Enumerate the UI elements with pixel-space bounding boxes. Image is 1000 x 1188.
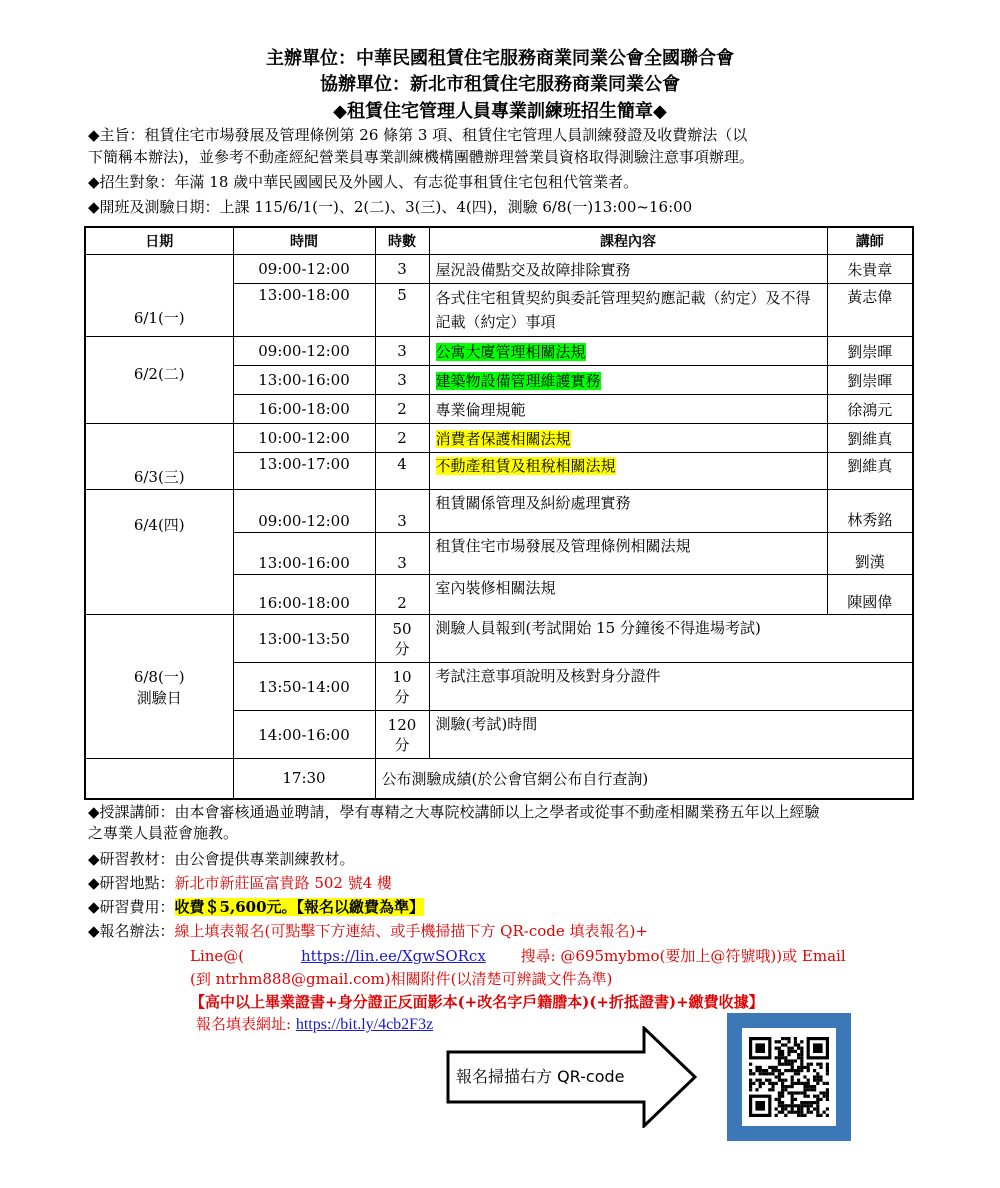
hours-cell: 2 [375, 395, 429, 424]
arrow-graphic [446, 1026, 698, 1132]
table-row [85, 255, 913, 284]
hours-cell: 2 [375, 575, 429, 615]
teacher-cell: 林秀銘 [827, 490, 913, 533]
course-cell [429, 337, 827, 366]
time-cell: 13:50-14:00 [233, 663, 375, 711]
teacher-cell: 黃志偉 [827, 284, 913, 337]
header-course: 課程內容 [429, 227, 827, 255]
purpose-line-2: 下簡稱本辦法)，並參考不動產經紀營業員專業訓練機構團體辦理營業員資格取得測驗注意事項辦理。 [88, 148, 754, 166]
hours-cell: 3 [375, 255, 429, 284]
teacher-cell: 劉崇暉 [827, 366, 913, 395]
header-hours: 時數 [375, 227, 429, 255]
time-cell: 13:00-13:50 [233, 615, 375, 663]
course-cell: 公布測驗成績(於公會官網公布自行查詢) [375, 759, 913, 799]
header-time: 時間 [233, 227, 375, 255]
table-row [85, 337, 913, 366]
date-cell [85, 615, 233, 759]
material-line: ◆研習教材：由公會提供專業訓練教材。 [88, 850, 355, 868]
date-cell: 6/2(二) [85, 337, 233, 424]
teacher-cell: 陳國偉 [827, 575, 913, 615]
exam-date: 6/8(一) [133, 667, 185, 686]
course-highlight: 消費者保護相關法規 [435, 429, 571, 448]
course-cell [429, 453, 827, 490]
empty-date-cell [85, 759, 233, 799]
hours-cell: 4 [375, 453, 429, 490]
time-cell: 13:00-16:00 [233, 533, 375, 575]
dates-line: ◆開班及測驗日期：上課 115/6/1(一)、2(二)、3(三)、4(四)，測驗 6/8(一)13:00~16:00 [88, 198, 693, 216]
line-search-text: 搜尋: @695mybmo(要加上@符號哦))或 Email [520, 947, 846, 965]
organizer: 主辦單位：中華民國租賃住宅服務商業同業公會全國聯合會 [266, 48, 734, 69]
course-cell: 測驗人員報到(考試開始 15 分鐘後不得進場考試) [429, 615, 913, 663]
instructor-line-1: ◆授課講師：由本會審核通過並聘請，學有專精之大專院校講師以上之學者或從事不動產相關業務五年以上經驗 [88, 803, 820, 821]
fee-label: ◆研習費用： [88, 898, 175, 916]
teacher-cell: 劉維真 [827, 453, 913, 490]
course-cell: 考試注意事項說明及核對身分證件 [429, 663, 913, 711]
line-prefix: Line@( [190, 947, 245, 965]
time-cell: 16:00-18:00 [233, 395, 375, 424]
line-at-line [190, 945, 910, 967]
date-cell: 6/4(四) [85, 490, 233, 615]
course-highlight: 公寓大廈管理相關法規 [435, 342, 586, 361]
course-cell: 專業倫理規範 [429, 395, 827, 424]
date-cell: 6/3(三) [85, 424, 233, 490]
date-cell: 6/1(一) [85, 255, 233, 337]
course-highlight: 建築物設備管理維護實務 [435, 371, 601, 390]
course-cell [429, 424, 827, 453]
signup-text: 線上填表報名(可點擊下方連結、或手機掃描下方 QR-code 填表報名)+ [174, 922, 648, 940]
exam-day-label: 測驗日 [136, 688, 182, 707]
hours-cell: 50分 [375, 615, 429, 663]
hours-cell: 3 [375, 533, 429, 575]
teacher-cell: 劉漢 [827, 533, 913, 575]
teacher-cell: 劉崇暉 [827, 337, 913, 366]
teacher-cell: 劉維真 [827, 424, 913, 453]
co-organizer: 協辦單位：新北市租賃住宅服務商業同業公會 [320, 74, 680, 95]
docs-line: 【高中以上畢業證書+身分證正反面影本(+改名字戶籍謄本)(+折抵證書)+繳費收據】 [190, 993, 764, 1011]
table-header-row [85, 227, 913, 255]
header-teacher: 講師 [827, 227, 913, 255]
time-cell: 10:00-12:00 [233, 424, 375, 453]
time-cell: 13:00-16:00 [233, 366, 375, 395]
signup-line [88, 920, 918, 942]
time-cell: 13:00-17:00 [233, 453, 375, 490]
location-value: 新北市新莊區富貴路 502 號4 樓 [174, 874, 393, 892]
table-row [85, 615, 913, 663]
course-cell: 屋況設備點交及故障排除實務 [429, 255, 827, 284]
hours-cell: 3 [375, 490, 429, 533]
signup-label: ◆報名辦法： [88, 922, 175, 940]
header-date: 日期 [85, 227, 233, 255]
form-label: 報名填表網址: [196, 1015, 292, 1033]
table-row [85, 490, 913, 533]
course-cell: 租賃關係管理及糾紛處理實務 [429, 490, 827, 533]
hours-cell: 10分 [375, 663, 429, 711]
schedule-table [84, 226, 914, 800]
qr-code[interactable] [742, 1028, 836, 1126]
purpose-line-1: ◆主旨：租賃住宅市場發展及管理條例第 26 條第 3 項、租賃住宅管理人員訓練發證及收費辦法（以 [88, 126, 748, 144]
time-cell: 14:00-16:00 [233, 711, 375, 759]
time-cell: 09:00-12:00 [233, 490, 375, 533]
hours-cell: 120分 [375, 711, 429, 759]
qr-code-frame [727, 1013, 851, 1141]
time-cell: 17:30 [233, 759, 375, 799]
form-url-link[interactable]: https://bit.ly/4cb2F3z [295, 1016, 434, 1033]
line-url-link[interactable]: https://lin.ee/XgwSORcx [300, 947, 486, 965]
course-highlight: 不動產租賃及租稅相關法規 [435, 457, 616, 475]
hours-cell: 5 [375, 284, 429, 337]
time-cell: 16:00-18:00 [233, 575, 375, 615]
time-cell: 09:00-12:00 [233, 255, 375, 284]
course-cell: 室內裝修相關法規 [429, 575, 827, 615]
time-cell: 13:00-18:00 [233, 284, 375, 337]
course-cell: 各式住宅租賃契約與委託管理契約應記載（約定）及不得記載（約定）事項 [429, 284, 827, 337]
course-cell [429, 366, 827, 395]
qr-code-icon [742, 1028, 836, 1126]
instructor-line-2: 之專業人員蒞會施教。 [88, 824, 239, 842]
table-row [85, 424, 913, 453]
fee-line [88, 896, 918, 918]
page-title: ◆租賃住宅管理人員專業訓練班招生簡章◆ [333, 101, 667, 122]
teacher-cell: 徐鴻元 [827, 395, 913, 424]
arrow-label: 報名掃描右方 QR-code [456, 1067, 625, 1086]
hours-cell: 3 [375, 366, 429, 395]
table-row [85, 759, 913, 799]
fee-value: 收費＄5,600元。【報名以繳費為準】 [174, 898, 425, 916]
email-line: (到 ntrhm888@gmail.com)相關附件(以清楚可辨識文件為準) [190, 970, 613, 988]
teacher-cell: 朱貴章 [827, 255, 913, 284]
time-cell: 09:00-12:00 [233, 337, 375, 366]
location-label: ◆研習地點： [88, 874, 175, 892]
course-cell: 租賃住宅市場發展及管理條例相關法規 [429, 533, 827, 575]
target-line: ◆招生對象：年滿 18 歲中華民國國民及外國人、有志從事租賃住宅包租代管業者。 [88, 173, 639, 191]
course-cell: 測驗(考試)時間 [429, 711, 913, 759]
hours-cell: 2 [375, 424, 429, 453]
location-line [88, 872, 918, 894]
hours-cell: 3 [375, 337, 429, 366]
